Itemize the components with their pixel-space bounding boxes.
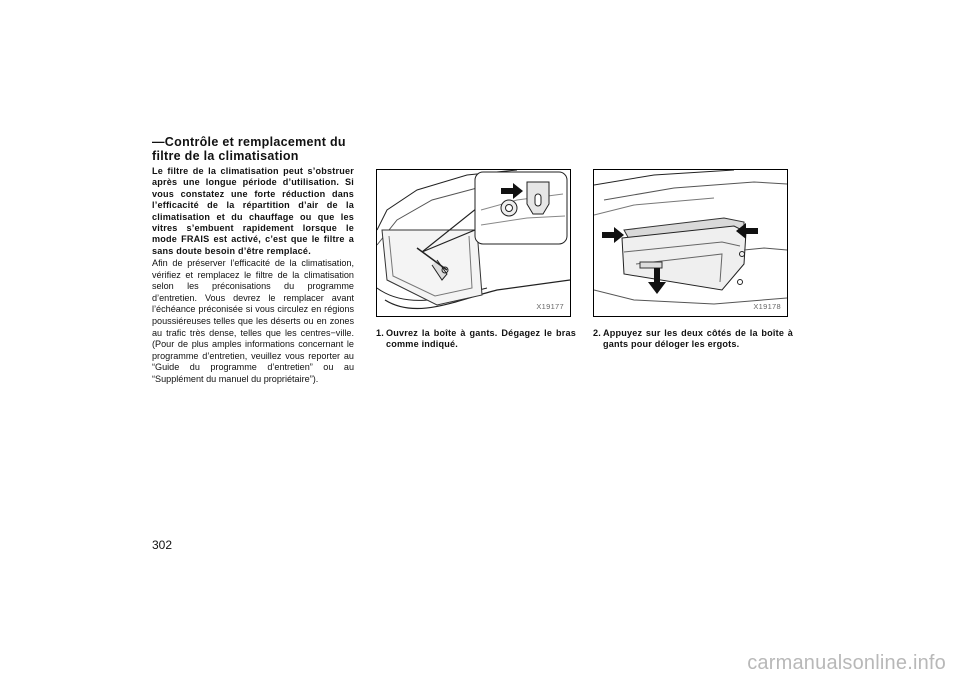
body-paragraph: Afin de préserver l’efficacité de la climatisation, vérifiez et remplacez le filtre de la climatisation selon les préconisations du programme d’entretien. Vous devrez le remplacer avant l’échéance préconisée si vous circulez en régions poussiéreuses telles que les déserts ou en zones au trafic très dense, telles que les centres−ville. (Pour de plus amples informations concernant le programme d’entretien, veuillez vous reporter au “Guide du programme d’entretien” ou au “Supplément du manuel du propriétaire”). bbox=[152, 258, 354, 384]
section-title: —Contrôle et remplacement du filtre de la climatisation bbox=[152, 135, 346, 163]
step-number: 1. bbox=[376, 328, 384, 338]
step-text: Appuyez sur les deux côtés de la boîte à gants pour déloger les ergots. bbox=[603, 328, 793, 350]
page-number: 302 bbox=[152, 538, 173, 552]
glovebox-squeeze-illustration bbox=[594, 170, 787, 316]
watermark-text: carmanualsonline.info bbox=[747, 652, 946, 674]
figure-1-caption bbox=[376, 328, 576, 351]
step-text: Ouvrez la boîte à gants. Dégagez le bras comme indiqué. bbox=[386, 328, 576, 350]
figure-glovebox-remove bbox=[593, 169, 788, 317]
figure-glovebox-open bbox=[376, 169, 571, 317]
figure-code: X19178 bbox=[753, 302, 781, 311]
figure-code: X19177 bbox=[536, 302, 564, 311]
squeeze-left-arrow-icon bbox=[602, 227, 624, 243]
intro-paragraph: Le filtre de la climatisation peut s’obstruer après une longue période d’utilisation. Si vous constatez une forte réduction dans l’efficacité de la répartition d’air de la climatisation et du chauffage ou que les vitres s’embuent rapidement lorsque le mode FRAIS est activé, c’est que le filtre a sans doute besoin d’être remplacé. bbox=[152, 166, 354, 256]
step-number: 2. bbox=[593, 328, 601, 338]
figure-2-caption bbox=[593, 328, 793, 351]
glovebox-arm-illustration bbox=[377, 170, 570, 316]
